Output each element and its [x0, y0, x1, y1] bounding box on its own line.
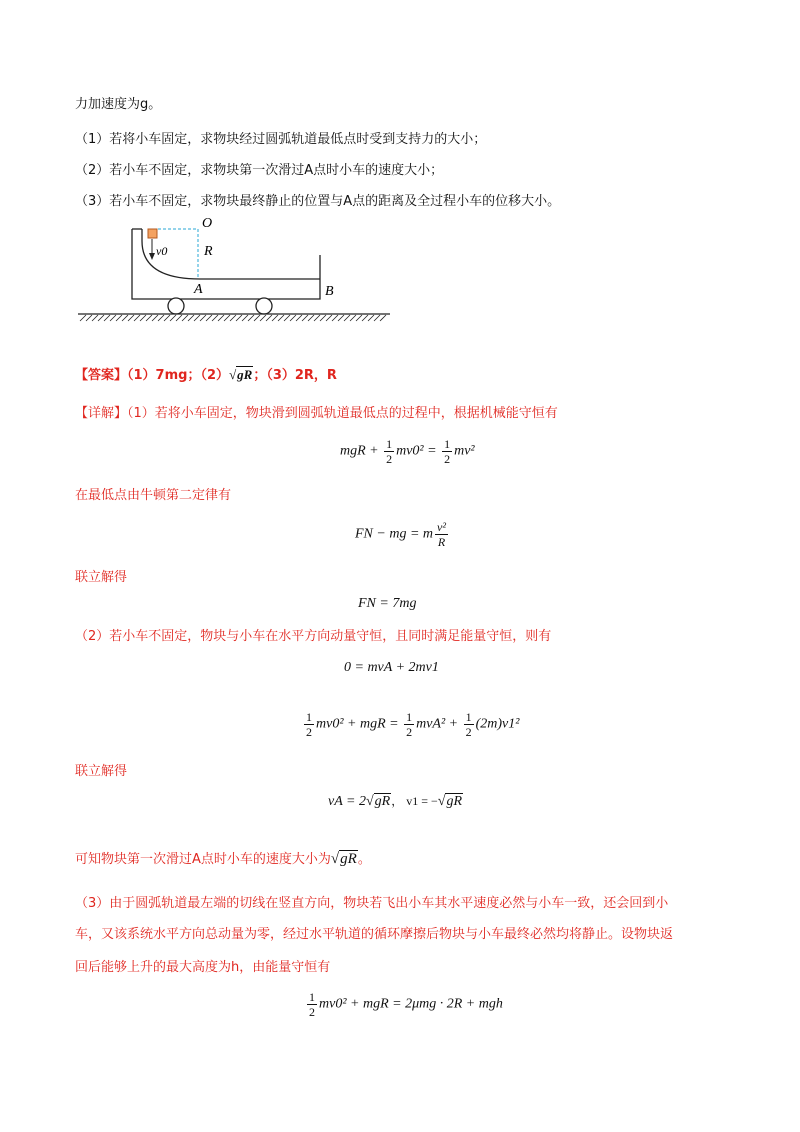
- eq6-sqrt1: gR: [374, 794, 391, 809]
- eq7-a: mv0² + mgR = 2μmg · 2R + mgh: [319, 996, 503, 1012]
- wheel-left: [168, 298, 184, 314]
- detail-p5: 联立解得: [75, 764, 128, 779]
- detail-p6-sqrt: gR: [340, 851, 357, 867]
- equation-1: [340, 437, 475, 466]
- block: [148, 229, 157, 238]
- eq5-c: (2m)v1²: [475, 716, 520, 732]
- answer-sqrt: gR: [237, 367, 253, 382]
- eq5-frac3-num: 1: [465, 710, 472, 724]
- label-a: A: [194, 282, 203, 297]
- eq1-mid: mv0² =: [396, 443, 441, 459]
- eq5-frac2-den: 2: [406, 725, 413, 739]
- eq1-right: mv²: [454, 443, 475, 459]
- detail-p7-line3: 回后能够上升的最大高度为h，由能量守恒有: [75, 960, 331, 975]
- detail-p3: 联立解得: [75, 570, 128, 585]
- eq6-sqrt2: gR: [446, 794, 463, 809]
- question-2: （2）若小车不固定，求物块第一次滑过A点时小车的速度大小；: [75, 163, 444, 178]
- eq5-frac2-num: 1: [406, 710, 413, 724]
- equation-2: [355, 520, 450, 549]
- eq5-frac3-den: 2: [465, 725, 472, 739]
- detail-p6-suffix: 。: [357, 852, 371, 867]
- detail-p1: [75, 404, 558, 424]
- eq5-frac1-den: 2: [306, 725, 312, 739]
- label-b: B: [325, 284, 334, 299]
- cart-track-figure: [70, 215, 400, 327]
- eq1-left: mgR +: [340, 443, 383, 459]
- detail-p2: 在最低点由牛顿第二定律有: [75, 488, 232, 503]
- eq1-frac2-den: 2: [444, 452, 451, 466]
- eq5-a: mv0² + mgR =: [316, 716, 403, 732]
- wheel-right: [256, 298, 272, 314]
- equation-6: vA = 2√gR， v1 = −√gR: [328, 794, 463, 809]
- eq6-a: vA = 2: [328, 794, 366, 809]
- detail-p6: 可知物块第一次滑过A点时小车的速度大小为√gR。: [75, 851, 371, 867]
- answer-part2: ；（3）2R，R: [253, 368, 337, 383]
- detail-p1-text: （1）若将小车固定，物块滑到圆弧轨道最低点的过程中，根据机械能守恒有: [127, 406, 558, 421]
- answer-line: 【答案】（1）7mg；（2）√gR；（3）2R，R: [75, 367, 337, 383]
- detail-p4: （2）若小车不固定，物块与小车在水平方向动量守恒，且同时满足能量守恒，则有: [75, 629, 552, 644]
- answer-part1: （1）7mg；（2）: [127, 368, 230, 383]
- equation-4: 0 = mvA + 2mv1: [344, 660, 439, 675]
- eq1-frac-num: 1: [386, 437, 393, 451]
- eq2-den: R: [437, 535, 446, 549]
- detail-p7-line1: （3）由于圆弧轨道最左端的切线在竖直方向，物块若飞出小车其水平速度必然与小车一致，还会回到小: [75, 896, 669, 911]
- equation-5: [302, 710, 519, 739]
- question-1: （1）若将小车固定，求物块经过圆弧轨道最低点时受到支持力的大小；: [75, 132, 487, 147]
- label-r: R: [204, 244, 213, 259]
- eq5-frac1-num: 1: [306, 710, 312, 724]
- eq6-b: ， v1 = −: [391, 794, 438, 808]
- eq2-num: v²: [437, 520, 446, 534]
- label-o: O: [202, 216, 213, 231]
- eq7-frac-num: 1: [309, 990, 315, 1004]
- detail-p6-prefix: 可知物块第一次滑过A点时小车的速度大小为: [75, 852, 331, 867]
- equation-3: FN = 7mg: [358, 596, 417, 611]
- eq5-b: mvA² +: [416, 716, 462, 732]
- detail-tag: 【详解】: [75, 406, 128, 421]
- eq2-text: FN − mg = m: [355, 526, 434, 542]
- equation-7: [305, 990, 503, 1019]
- detail-p7-line2: 车，又该系统水平方向总动量为零，经过水平轨道的循环摩擦后物块与小车最终必然均将静止。设物块返: [75, 927, 674, 942]
- label-v0: v0: [156, 244, 168, 258]
- eq1-frac2-num: 1: [444, 437, 451, 451]
- eq7-frac-den: 2: [309, 1005, 315, 1019]
- eq1-frac-den: 2: [386, 452, 393, 466]
- intro-text: 力加速度为g。: [75, 97, 162, 112]
- answer-tag: 【答案】: [75, 368, 128, 383]
- question-3: （3）若小车不固定，求物块最终静止的位置与A点的距离及全过程小车的位移大小。: [75, 194, 561, 209]
